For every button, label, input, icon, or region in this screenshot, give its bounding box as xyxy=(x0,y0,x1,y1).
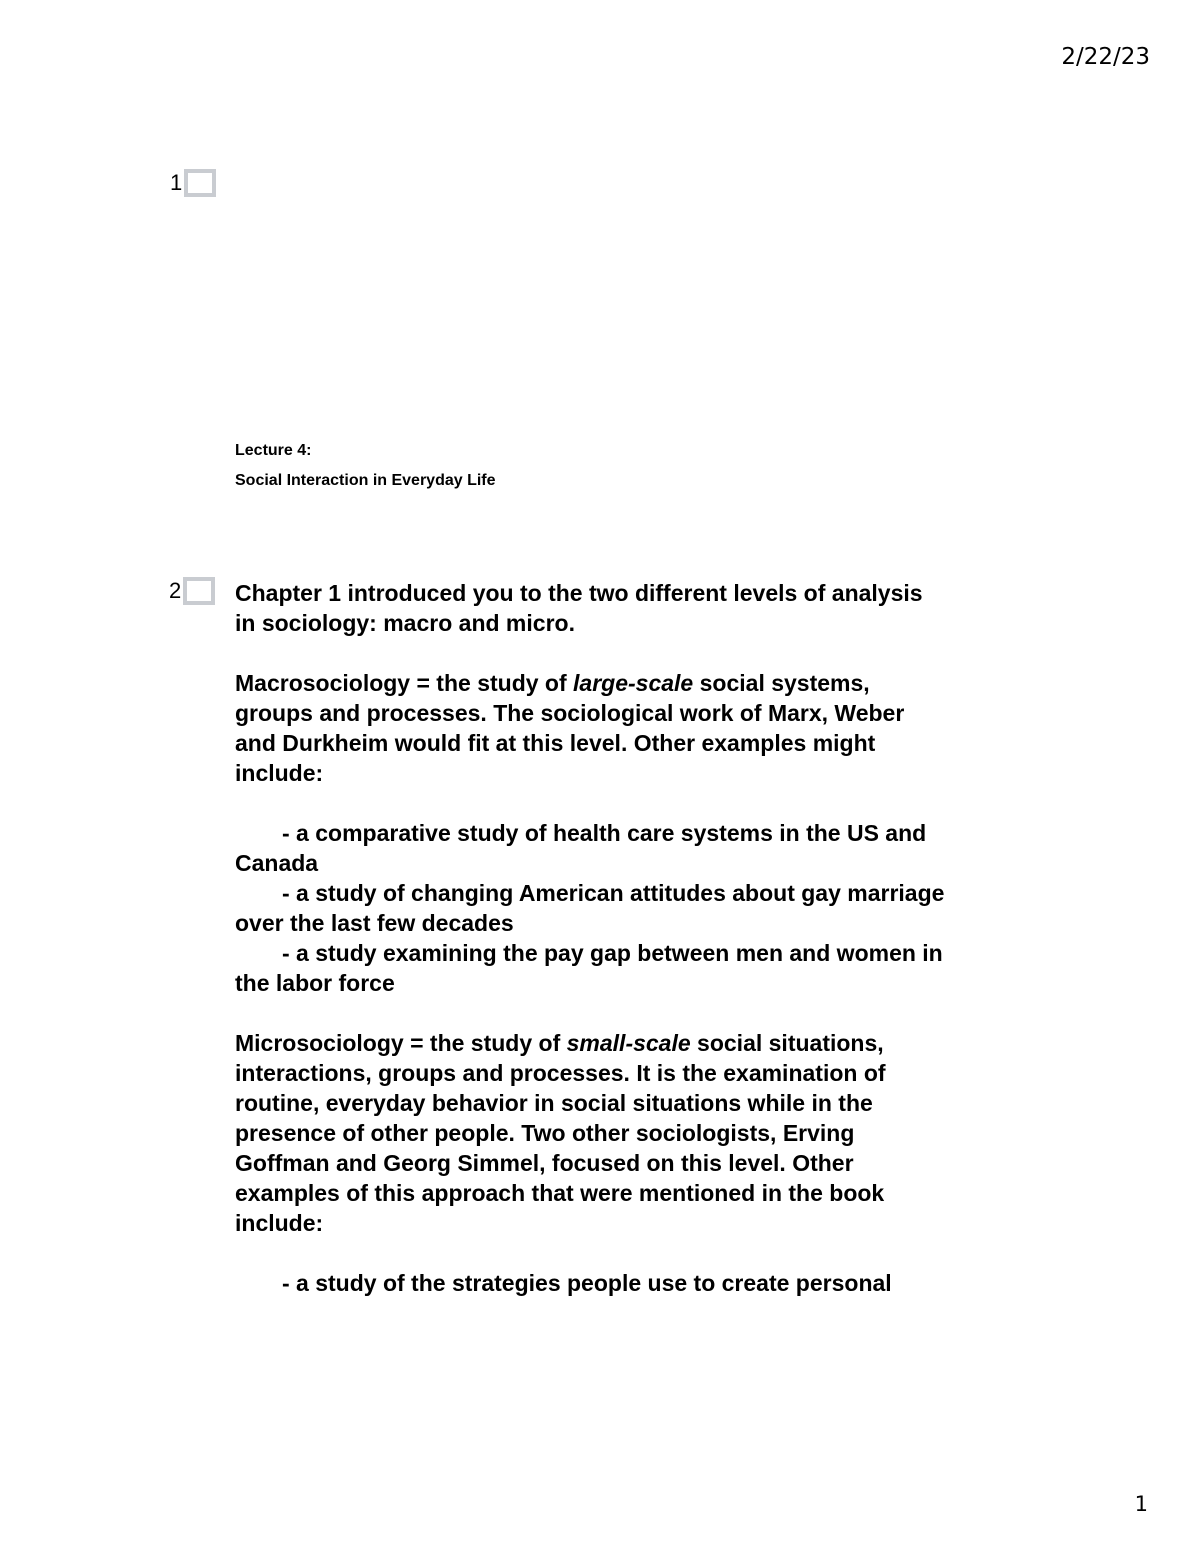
macro-example-item: - a comparative study of health care systems in the US and xyxy=(282,820,927,846)
macro-example-item: - a study of changing American attitudes about gay marriage xyxy=(282,880,945,906)
emphasis-large-scale: large-scale xyxy=(573,670,694,696)
micro-definition-line: interactions, groups and processes. It is the examination of xyxy=(235,1060,886,1086)
micro-definition-line: routine, everyday behavior in social situations while in the xyxy=(235,1090,873,1116)
macro-definition-line: groups and processes. The sociological work of Marx, Weber xyxy=(235,700,905,726)
micro-definition-line: Goffman and Georg Simmel, focused on this level. Other xyxy=(235,1150,854,1176)
emphasis-small-scale: small-scale xyxy=(566,1030,691,1056)
slide-thumbnail-placeholder[interactable] xyxy=(183,577,215,605)
macro-example-continuation: Canada xyxy=(235,850,319,876)
micro-definition-line: presence of other people. Two other sociologists, Erving xyxy=(235,1120,855,1146)
macro-example-continuation: the labor force xyxy=(235,970,395,996)
slide-2-notes xyxy=(235,578,1055,1298)
page-date: 2/22/23 xyxy=(1061,44,1150,70)
lecture-label: Lecture 4: xyxy=(235,442,312,459)
micro-definition-line: include: xyxy=(235,1210,324,1236)
slide-1-content xyxy=(235,436,496,496)
macro-definition-line: include: xyxy=(235,760,324,786)
intro-line: Chapter 1 introduced you to the two different levels of analysis xyxy=(235,580,923,606)
lecture-title: Social Interaction in Everyday Life xyxy=(235,472,496,489)
macro-definition-line: Macrosociology = the study of large-scale social systems, xyxy=(235,670,870,696)
macro-definition-line: and Durkheim would fit at this level. Other examples might xyxy=(235,730,876,756)
slide-2-marker[interactable] xyxy=(169,577,215,605)
micro-example-item: - a study of the strategies people use to create personal xyxy=(282,1270,892,1296)
slide-number: 2 xyxy=(169,578,182,603)
macro-example-continuation: over the last few decades xyxy=(235,910,514,936)
slide-number: 1 xyxy=(170,170,183,195)
micro-definition-line: examples of this approach that were mentioned in the book xyxy=(235,1180,885,1206)
macro-example-item: - a study examining the pay gap between men and women in xyxy=(282,940,943,966)
page-number: 1 xyxy=(1134,1492,1148,1516)
slide-1-marker[interactable] xyxy=(170,169,216,197)
micro-definition-line: Microsociology = the study of small-scale social situations, xyxy=(235,1030,884,1056)
slide-thumbnail-placeholder[interactable] xyxy=(184,169,216,197)
intro-line: in sociology: macro and micro. xyxy=(235,610,575,636)
